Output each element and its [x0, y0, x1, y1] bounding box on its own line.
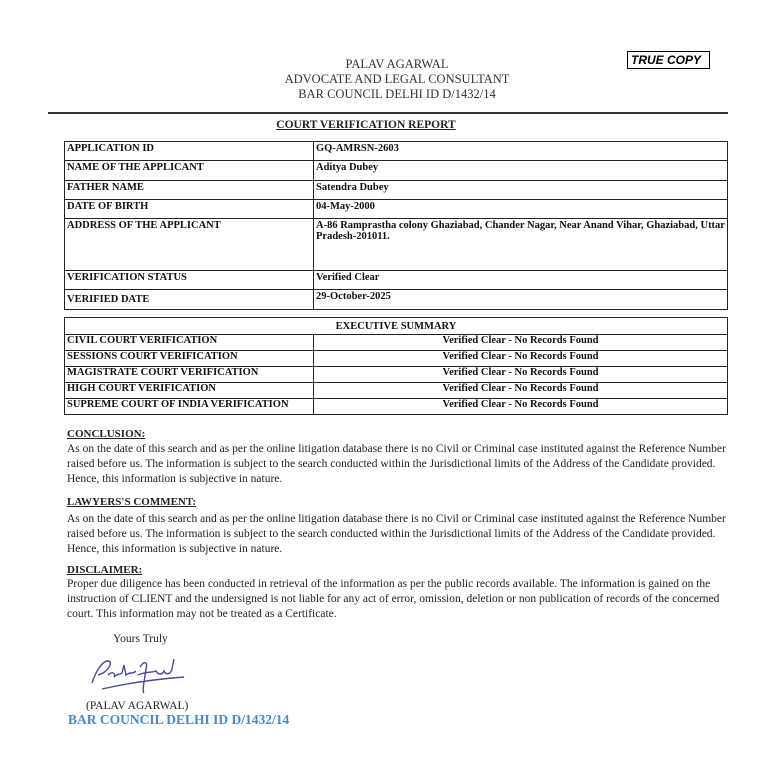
table-row	[65, 181, 728, 200]
report-title: COURT VERIFICATION REPORT	[276, 119, 456, 131]
row-value: Verified Clear	[314, 271, 728, 290]
row-value: 29-October-2025	[314, 290, 728, 310]
advocate-bar-id: BAR COUNCIL DELHI ID D/1432/14	[298, 87, 496, 101]
disclaimer-heading: DISCLAIMER:	[67, 564, 143, 576]
advocate-designation: ADVOCATE AND LEGAL CONSULTANT	[284, 72, 510, 86]
row-label: APPLICATION ID	[65, 142, 314, 161]
row-label: VERIFIED DATE	[65, 290, 314, 310]
row-label: MAGISTRATE COURT VERIFICATION	[65, 367, 314, 383]
table-row	[65, 290, 728, 310]
executive-summary-table	[64, 317, 728, 415]
row-value: Verified Clear - No Records Found	[314, 351, 728, 367]
table-row	[65, 161, 728, 181]
row-label: NAME OF THE APPLICANT	[65, 161, 314, 181]
table-row	[65, 142, 728, 161]
signature-image	[88, 653, 188, 698]
table-row	[65, 219, 728, 271]
true-copy-stamp: TRUE COPY	[627, 51, 710, 69]
table-row	[65, 399, 728, 415]
row-value: 04-May-2000	[314, 200, 728, 219]
conclusion-heading: CONCLUSION:	[67, 428, 146, 440]
closing: Yours Truly	[113, 633, 168, 645]
row-label: SUPREME COURT OF INDIA VERIFICATION	[65, 399, 314, 415]
row-label: SESSIONS COURT VERIFICATION	[65, 351, 314, 367]
row-label: HIGH COURT VERIFICATION	[65, 383, 314, 399]
table-row	[65, 367, 728, 383]
row-value: Verified Clear - No Records Found	[314, 335, 728, 351]
summary-heading: EXECUTIVE SUMMARY	[65, 318, 728, 335]
applicant-details-table	[64, 141, 728, 310]
header-divider	[48, 112, 728, 114]
lawyers-comment-text: As on the date of this search and as per the online litigation database there is no Civil or Criminal case instituted against the Reference Number raised before us. The information is subject to the search conducted within the Jurisdictional limits of the Address of the Candidate provided. Hence, this information is subjective in nature.	[67, 513, 726, 555]
row-label: FATHER NAME	[65, 181, 314, 200]
signatory-name: (PALAV AGARWAL)	[86, 700, 189, 712]
table-row	[65, 351, 728, 367]
row-value: Verified Clear - No Records Found	[314, 367, 728, 383]
row-value: Satendra Dubey	[314, 181, 728, 200]
row-label: DATE OF BIRTH	[65, 200, 314, 219]
row-value: Aditya Dubey	[314, 161, 728, 181]
row-value: GQ-AMRSN-2603	[314, 142, 728, 161]
table-row	[65, 200, 728, 219]
table-row	[65, 271, 728, 290]
signatory-bar-id: BAR COUNCIL DELHI ID D/1432/14	[68, 712, 290, 727]
table-row	[65, 335, 728, 351]
table-row	[65, 383, 728, 399]
row-value: Verified Clear - No Records Found	[314, 399, 728, 415]
lawyers-comment-heading: LAWYERS'S COMMENT:	[67, 496, 197, 508]
disclaimer-text: Proper due diligence has been conducted in retrieval of the information as per the public records available. The information is gained on the instruction of CLIENT and the undersigned is not liable for any act of error, omission, deletion or non publication of records of the concerned court. This information may not be treated as a Certificate.	[67, 578, 720, 620]
row-label: VERIFICATION STATUS	[65, 271, 314, 290]
row-label: ADDRESS OF THE APPLICANT	[65, 219, 314, 271]
row-label: CIVIL COURT VERIFICATION	[65, 335, 314, 351]
advocate-name: PALAV AGARWAL	[345, 57, 449, 71]
row-value: A-86 Ramprastha colony Ghaziabad, Chander Nagar, Near Anand Vihar, Ghaziabad, Uttar Pradesh-201011.	[314, 219, 728, 271]
row-value: Verified Clear - No Records Found	[314, 383, 728, 399]
conclusion-text: As on the date of this search and as per the online litigation database there is no Civil or Criminal case instituted against the Reference Number raised before us. The information is subject to the search conducted within the Jurisdictional limits of the Address of the Candidate provided. Hence, this information is subjective in nature.	[67, 443, 726, 485]
